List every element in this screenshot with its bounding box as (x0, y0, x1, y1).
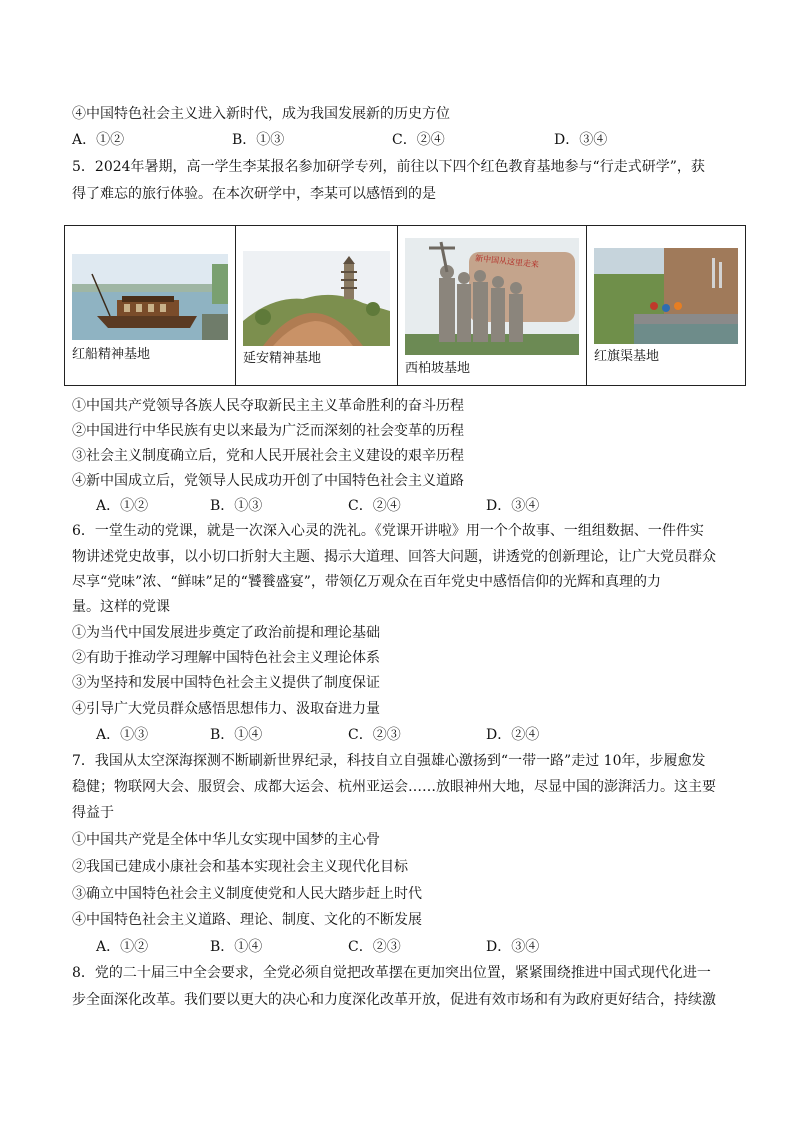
q7-stem-line-3: 得益于 (72, 805, 114, 821)
photo-cell-yanan (236, 226, 398, 385)
q7-option-d: D．③④ (486, 939, 540, 955)
q6-option-d: D．②④ (486, 727, 540, 743)
q5-photo-table (64, 225, 746, 386)
q5-option-b: B．①③ (210, 498, 263, 514)
q4-item-4: ④中国特色社会主义进入新时代，成为我国发展新的历史方位 (72, 106, 450, 122)
q6-item-3: ③为坚持和发展中国特色社会主义提供了制度保证 (72, 675, 380, 691)
q7-item-1: ①中国共产党是全体中华儿女实现中国梦的主心骨 (72, 832, 380, 848)
q7-item-3: ③确立中国特色社会主义制度使党和人民大踏步赶上时代 (72, 886, 422, 902)
q5-option-a: A．①② (96, 498, 149, 514)
q5-stem-line-2: 得了难忘的旅行体验。在本次研学中，李某可以感悟到的是 (72, 186, 436, 202)
q4-option-b: B．①③ (232, 132, 285, 148)
q6-item-2: ②有助于推动学习理解中国特色社会主义理论体系 (72, 650, 380, 666)
q4-option-d: D．③④ (554, 132, 608, 148)
xibaipo-sign-text: 新中国从这里走来 (474, 253, 540, 270)
q7-stem-line-2: 稳健；物联网大会、服贸会、成都大运会、杭州亚运会……放眼神州大地，尽显中国的澎湃活力。这主要 (72, 779, 716, 795)
hongqi-canal-photo (594, 248, 738, 344)
q6-stem-line-1: 6．一堂生动的党课，就是一次深入心灵的洗礼。《党课开讲啦》用一个个故事、一组组数据、一件件实 (72, 523, 704, 539)
photo-cell-hongqi (587, 226, 745, 385)
q7-option-b: B．①④ (210, 939, 263, 955)
q8-stem-line-1: 8．党的二十届三中全会要求，全党必须自觉把改革摆在更加突出位置，紧紧围绕推进中国式现代化进一 (72, 965, 711, 981)
q6-option-a: A．①③ (96, 727, 149, 743)
q8-stem-line-2: 步全面深化改革。我们要以更大的决心和力度深化改革开放，促进有效市场和有为政府更好结合，持续激 (72, 992, 716, 1008)
red-boat-caption: 红船精神基地 (72, 347, 151, 362)
q5-item-4: ④新中国成立后，党领导人民成功开创了中国特色社会主义道路 (72, 473, 464, 489)
q5-item-1: ①中国共产党领导各族人民夺取新民主主义革命胜利的奋斗历程 (72, 398, 464, 414)
q4-option-a: A．①② (72, 132, 125, 148)
q5-item-3: ③社会主义制度确立后，党和人民开展社会主义建设的艰辛历程 (72, 448, 464, 464)
q5-option-c: C．②④ (348, 498, 401, 514)
photo-cell-xibaipo (398, 226, 587, 385)
yanan-caption: 延安精神基地 (243, 351, 322, 366)
q7-option-a: A．①② (96, 939, 149, 955)
q6-stem-line-2: 物讲述党史故事，以小切口折射大主题、揭示大道理、回答大问题，讲透党的创新理论，让广大党员群众 (72, 549, 716, 565)
q6-stem-line-3: 尽享“党味”浓、“鲜味”足的“饕餮盛宴”，带领亿万观众在百年党史中感悟信仰的光辉和真理的力 (72, 574, 661, 590)
q5-option-d: D．③④ (486, 498, 540, 514)
q7-stem-line-1: 7．我国从太空深海探测不断刷新世界纪录，科技自立自强雄心激扬到“一带一路”走过 10年，步履愈发 (72, 753, 706, 769)
yanan-pagoda-photo (243, 251, 390, 346)
q6-item-4: ④引导广大党员群众感悟思想伟力、汲取奋进力量 (72, 701, 380, 717)
q6-option-c: C．②③ (348, 727, 401, 743)
q5-item-2: ②中国进行中华民族有史以来最为广泛而深刻的社会变革的历程 (72, 423, 464, 439)
q7-option-c: C．②③ (348, 939, 401, 955)
red-boat-photo (72, 254, 228, 340)
q5-stem-line-1: 5．2024年暑期，高一学生李某报名参加研学专列，前往以下四个红色教育基地参与“行走式研学”，获 (72, 159, 705, 175)
xibaipo-statue-photo (405, 238, 579, 355)
hongqi-caption: 红旗渠基地 (594, 349, 660, 364)
q6-item-1: ①为当代中国发展进步奠定了政治前提和理论基础 (72, 625, 380, 641)
q6-option-b: B．①④ (210, 727, 263, 743)
q6-stem-line-4: 量。这样的党课 (72, 599, 170, 615)
q4-option-c: C．②④ (392, 132, 445, 148)
photo-cell-red-boat (65, 226, 236, 385)
xibaipo-caption: 西柏坡基地 (405, 361, 471, 376)
q7-item-4: ④中国特色社会主义道路、理论、制度、文化的不断发展 (72, 912, 422, 928)
q7-item-2: ②我国已建成小康社会和基本实现社会主义现代化目标 (72, 859, 408, 875)
